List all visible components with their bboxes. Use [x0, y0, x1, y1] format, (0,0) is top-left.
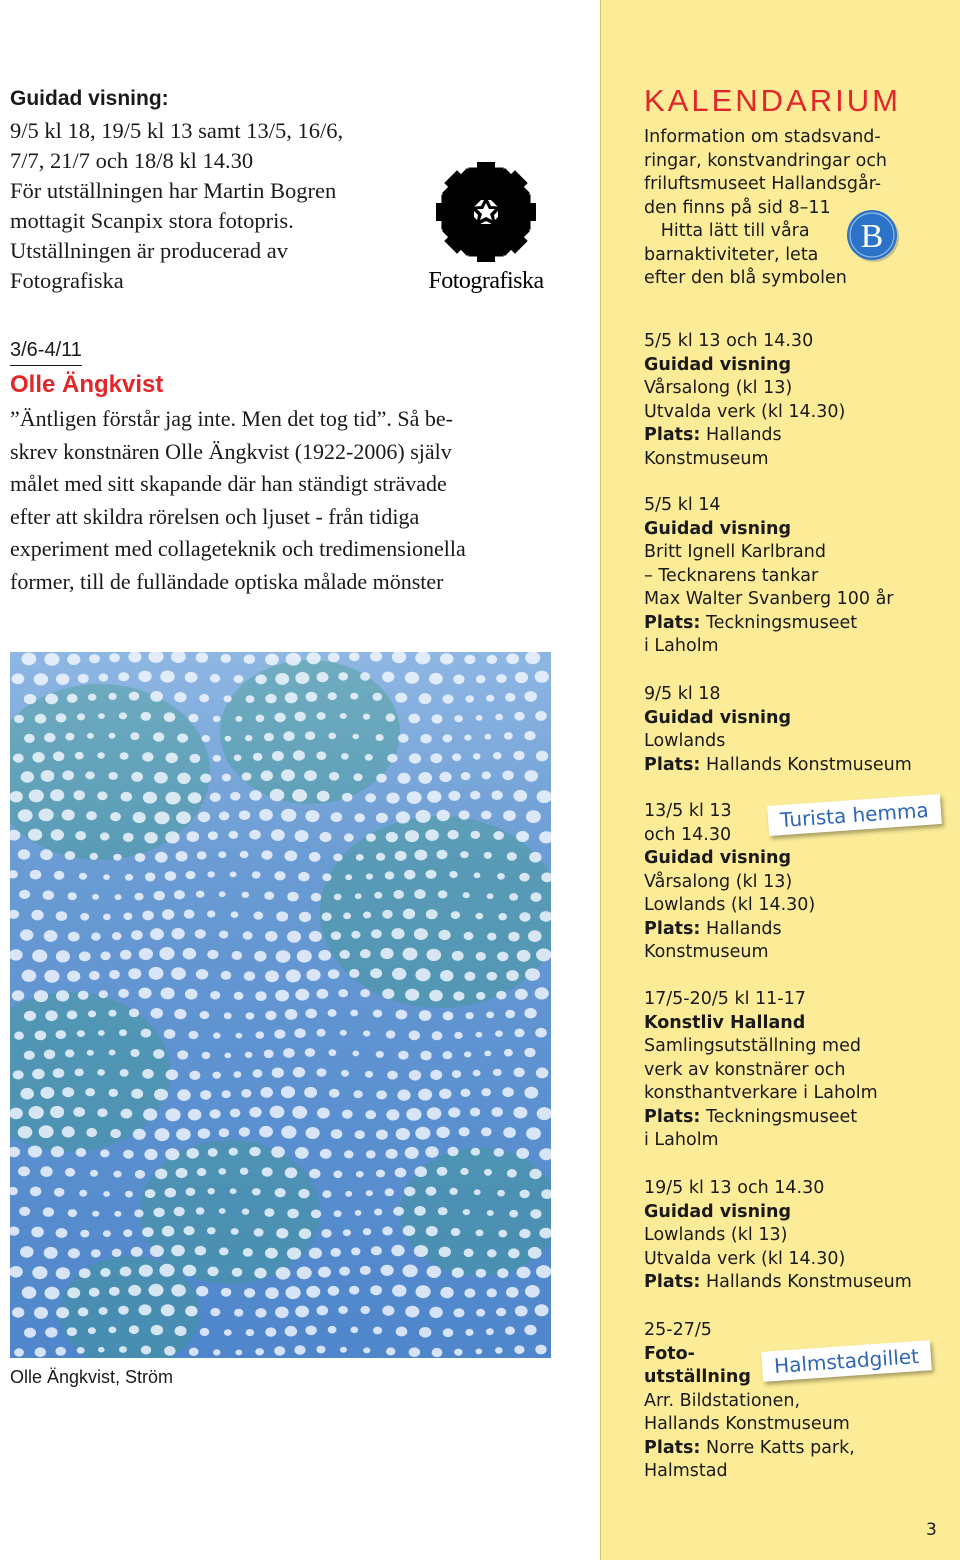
event-line: 5/5 kl 13 och 14.30: [644, 331, 814, 351]
event-line: Halmstad: [644, 1461, 728, 1481]
event-line: Vårsalong (kl 13): [644, 378, 793, 398]
calendar-title: KALENDARIUM: [644, 83, 901, 118]
info-line: den finns på sid 8–11: [644, 197, 831, 218]
event-line: Konstliv Halland: [644, 1012, 806, 1033]
event-line: Utvalda verk (kl 14.30): [644, 401, 846, 422]
venue-value: Hallands: [700, 918, 782, 939]
event-line: Hallands Konstmuseum: [644, 1414, 850, 1434]
artwork-image: [10, 652, 551, 1358]
event-line: 17/5-20/5 kl 11-17: [644, 989, 806, 1009]
event-line: Guidad visning: [644, 1201, 792, 1222]
venue-label: Plats:: [644, 918, 701, 939]
event-line: Max Walter Svanberg 100 år: [644, 589, 894, 609]
info-line: Information om stadsvand-: [644, 127, 881, 147]
event-venue: [644, 918, 944, 942]
venue-value: Teckningsmuseet: [700, 1106, 858, 1127]
event-venue: [644, 424, 944, 448]
venue-value: Hallands: [700, 425, 782, 445]
venue-label: Plats:: [644, 1437, 701, 1458]
guided-tour-line: För utställningen har Martin Bogren: [10, 178, 337, 203]
description-line: målet med sitt skapande där han ständigt strävade: [10, 471, 447, 496]
event-line: 19/5 kl 13 och 14.30: [644, 1178, 825, 1198]
event-line: Foto-: [644, 1343, 695, 1364]
event-line: Arr. Bildstationen,: [644, 1390, 801, 1411]
exhibition-date: 3/6-4/11: [10, 338, 82, 366]
venue-value: Teckningsmuseet: [700, 612, 858, 633]
info-line: barnaktiviteter, leta: [644, 244, 819, 265]
venue-label: Plats:: [644, 1272, 701, 1292]
event-line: – Tecknarens tankar: [644, 565, 819, 586]
event-line: konsthantverkare i Laholm: [644, 1083, 878, 1103]
guided-tour-block: [10, 86, 410, 296]
artwork-dot-pattern: [10, 652, 551, 1358]
venue-label: Plats:: [644, 1106, 701, 1127]
event-venue: [644, 612, 944, 636]
event-line: verk av konstnärer och: [644, 1059, 846, 1080]
event-venue: [644, 1106, 944, 1130]
badge-letter: B: [860, 218, 884, 255]
info-line: ringar, konstvandringar och: [644, 150, 888, 171]
calendar-event: [644, 330, 944, 471]
event-line: utställning: [644, 1367, 751, 1387]
venue-label: Plats:: [644, 754, 701, 775]
event-line: Lowlands (kl 14.30): [644, 895, 816, 915]
event-line: Lowlands (kl 13): [644, 1225, 788, 1245]
logo-wordmark: Fotografiska: [428, 268, 544, 294]
exhibition-description: [10, 403, 570, 598]
event-line: och 14.30: [644, 824, 732, 845]
fotografiska-emblem-icon: [431, 160, 541, 264]
event-line: Utvalda verk (kl 14.30): [644, 1248, 846, 1269]
event-line: i Laholm: [644, 1130, 719, 1150]
info-line: efter den blå symbolen: [644, 268, 847, 288]
event-line: Lowlands: [644, 731, 726, 751]
venue-value: Hallands Konstmuseum: [700, 754, 912, 775]
event-line: 25-27/5: [644, 1320, 712, 1340]
event-line: Britt Ignell Karlbrand: [644, 542, 826, 562]
halmstadgillet-ribbon: Halmstadgillet: [761, 1340, 932, 1382]
event-line: Guidad visning: [644, 707, 792, 728]
guided-tour-line: Fotografiska: [10, 268, 124, 293]
guided-tour-line: Utställningen är producerad av: [10, 238, 289, 263]
event-venue: [644, 754, 944, 778]
artwork-caption: Olle Ängkvist, Ström: [10, 1367, 174, 1387]
description-line: former, till de fulländade optiska målade mönster: [10, 568, 444, 594]
event-line: Konstmuseum: [644, 448, 769, 469]
info-line: Hitta lätt till våra: [644, 221, 810, 241]
event-venue: [644, 1437, 944, 1461]
info-line: friluftsmuseet Hallandsgår-: [644, 174, 882, 194]
event-line: 9/5 kl 18: [644, 684, 721, 704]
calendar-event: [644, 494, 944, 659]
turista-hemma-ribbon: Turista hemma: [767, 794, 941, 836]
calendar-event: [644, 1177, 944, 1295]
guided-tour-line: mottagit Scanpix stora fotopris.: [10, 208, 294, 233]
description-line: efter att skildra rörelsen och ljuset - från tidiga: [10, 503, 420, 529]
calendar-event: [644, 988, 944, 1153]
description-line: ”Äntligen förstår jag inte. Men det tog tid”. Så be-: [10, 406, 453, 431]
calendar-event: [644, 683, 944, 777]
event-line: 5/5 kl 14: [644, 495, 721, 515]
children-activity-b-icon: [843, 206, 901, 264]
event-line: Guidad visning: [644, 518, 792, 539]
guided-tour-heading: Guidad visning:: [10, 87, 169, 110]
description-line: skrev konstnären Olle Ängkvist (1922-2006) själv: [10, 438, 452, 464]
venue-value: Hallands Konstmuseum: [700, 1272, 912, 1292]
event-venue: [644, 1271, 944, 1295]
event-line: Guidad visning: [644, 354, 792, 375]
event-line: 13/5 kl 13: [644, 801, 732, 821]
venue-label: Plats:: [644, 612, 701, 633]
event-line: Samlingsutställning med: [644, 1036, 861, 1056]
artist-name: Olle Ängkvist: [10, 371, 164, 398]
venue-label: Plats:: [644, 425, 701, 445]
description-line: experiment med collageteknik och tredimensionella: [10, 536, 466, 561]
venue-value: Norre Katts park,: [700, 1437, 855, 1458]
guided-tour-line: 9/5 kl 18, 19/5 kl 13 samt 13/5, 16/6,: [10, 118, 344, 143]
guided-tour-line: 7/7, 21/7 och 18/8 kl 14.30: [10, 148, 254, 173]
event-line: Vårsalong (kl 13): [644, 871, 793, 892]
event-line: Guidad visning: [644, 848, 792, 868]
fotografiska-logo: [416, 160, 556, 300]
event-line: i Laholm: [644, 636, 719, 656]
event-line: Konstmuseum: [644, 942, 769, 962]
page-number: 3: [926, 1520, 937, 1540]
